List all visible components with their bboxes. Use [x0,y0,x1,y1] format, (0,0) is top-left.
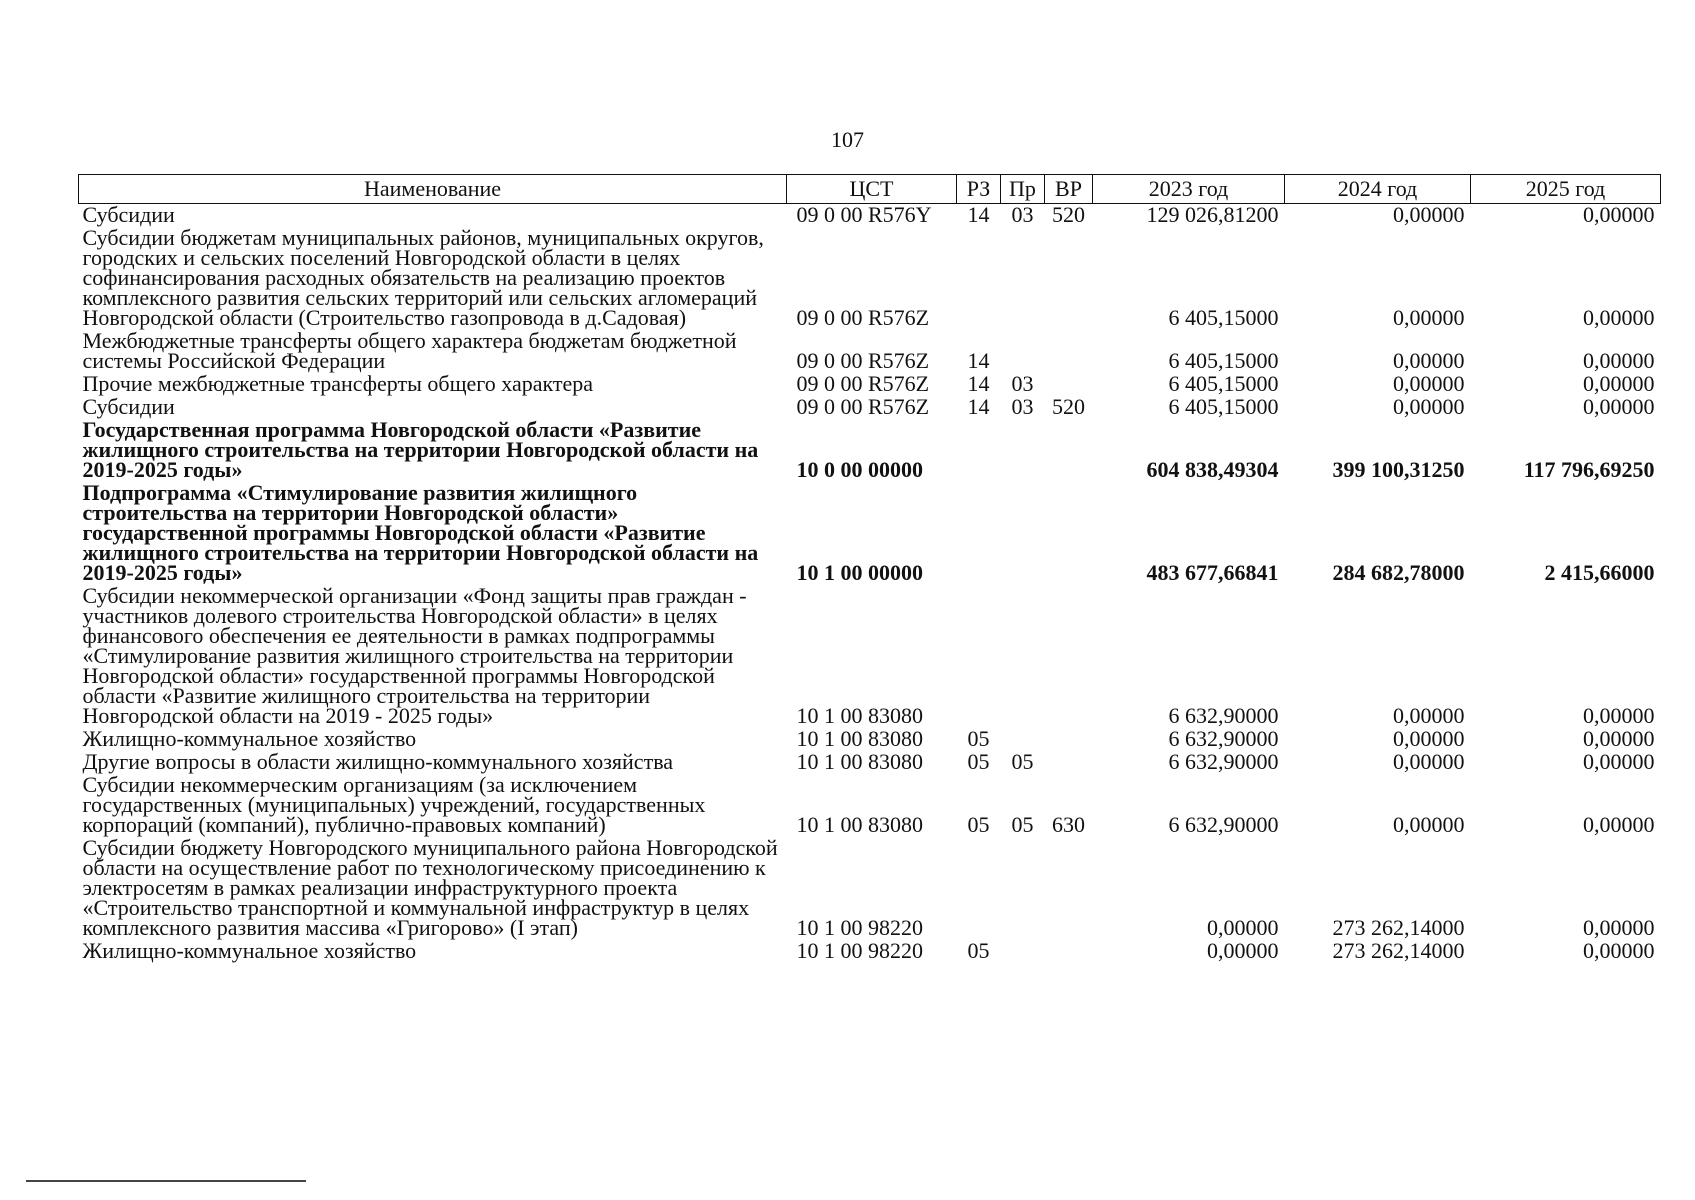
table-row [79,373,1661,396]
row-rz: 05 [967,938,990,963]
row-rz [957,585,1001,728]
row-name: Другие вопросы в области жилищно-коммунального хозяйства [82,749,674,774]
header-2024: 2024 год [1285,175,1471,204]
table-row [79,585,1661,728]
row-2025: 0,00000 [1583,812,1655,837]
row-rz: 05 [967,812,990,837]
header-2025: 2025 год [1471,175,1661,204]
row-name: Прочие межбюджетные трансферты общего характера [82,371,594,396]
row-2023: 0,00000 [1207,915,1279,940]
table-header-row [79,175,1661,204]
row-2023: 6 405,15000 [1168,305,1279,330]
row-2023: 6 405,15000 [1168,394,1279,419]
row-rz: 14 [967,348,990,373]
row-2025: 0,00000 [1583,394,1655,419]
row-vr [1045,330,1093,373]
footer-rule [26,1180,306,1182]
row-vr [1045,940,1093,963]
row-2023: 129 026,81200 [1146,202,1279,227]
row-vr [1045,728,1093,751]
table-row [79,330,1661,373]
row-2024: 0,00000 [1393,726,1465,751]
row-2024: 273 262,14000 [1332,938,1465,963]
header-cst: ЦСТ [787,175,957,204]
budget-table [78,174,1661,963]
row-rz [957,482,1001,585]
row-vr [1045,751,1093,774]
row-2024: 0,00000 [1393,394,1465,419]
row-2023: 6 632,90000 [1168,726,1279,751]
row-vr [1045,482,1093,585]
row-2023: 6 632,90000 [1168,812,1279,837]
row-2025: 0,00000 [1583,202,1655,227]
row-name: Субсидии бюджету Новгородского муниципального района Новгородской области на осуществление работ по технологическому присоединению к электросетям в рамках реализации инфраструктурного проекта «Строительство транспортной и коммунальной инфраструктур в целях комплексного развития массива «Григорово» (I этап) [82,835,778,940]
row-name: Субсидии [82,394,175,419]
row-2024: 0,00000 [1393,371,1465,396]
table-row [79,751,1661,774]
row-cst: 10 1 00 98220 [796,938,923,963]
row-vr [1045,585,1093,728]
row-2023: 604 838,49304 [1146,457,1279,482]
row-name: Субсидии бюджетам муниципальных районов, муниципальных округов, городских и сельских поселений Новгородской области в целях софинансирования расходных обязательств на реализацию проектов комплексного развития сельских территорий или сельских агломераций Новгородской области (Строительство газопровода в д.Садовая) [82,225,764,330]
row-2025: 0,00000 [1583,305,1655,330]
row-rz [957,227,1001,330]
row-vr: 630 [1052,812,1085,837]
row-rz: 05 [967,749,990,774]
row-rz: 14 [967,394,990,419]
row-2024: 0,00000 [1393,812,1465,837]
row-2025: 117 796,69250 [1523,457,1655,482]
table-row [79,482,1661,585]
row-pr: 03 [1011,394,1034,419]
row-name: Субсидии [82,202,175,227]
row-cst: 09 0 00 R576Z [796,371,930,396]
header-2023: 2023 год [1093,175,1285,204]
table-row [79,774,1661,837]
row-pr [1001,728,1045,751]
row-2024: 0,00000 [1393,202,1465,227]
row-2024: 0,00000 [1393,305,1465,330]
table-row [79,940,1661,963]
row-2025: 0,00000 [1583,726,1655,751]
row-vr [1045,373,1093,396]
row-2023: 6 632,90000 [1168,749,1279,774]
row-2024: 0,00000 [1393,749,1465,774]
row-cst: 09 0 00 R576Z [796,305,930,330]
row-name: Межбюджетные трансферты общего характера бюджетам бюджетной системы Российской Федерации [82,328,737,373]
row-name: Субсидии некоммерческим организациям (за исключением государственных (муниципальных) учреждений, государственных корпораций (компаний), публично-правовых компаний) [82,772,706,837]
row-cst: 10 1 00 83080 [796,812,923,837]
row-2024: 273 262,14000 [1332,915,1465,940]
row-vr [1045,837,1093,940]
row-pr: 05 [1011,749,1034,774]
row-2023: 6 405,15000 [1168,348,1279,373]
row-pr [1001,482,1045,585]
row-rz [957,837,1001,940]
header-rz: РЗ [957,175,1001,204]
row-rz: 14 [967,371,990,396]
row-2023: 6 632,90000 [1168,703,1279,728]
row-rz [957,419,1001,482]
table-row [79,227,1661,330]
row-2023: 483 677,66841 [1146,560,1279,585]
row-pr: 03 [1011,371,1034,396]
row-pr [1001,227,1045,330]
row-2025: 0,00000 [1583,915,1655,940]
row-pr [1001,585,1045,728]
row-vr: 520 [1052,202,1085,227]
row-2025: 0,00000 [1583,371,1655,396]
row-2025: 0,00000 [1583,703,1655,728]
row-cst: 09 0 00 R576Y [796,202,932,227]
row-pr: 03 [1011,202,1034,227]
row-cst: 10 0 00 00000 [796,457,923,482]
row-vr [1045,227,1093,330]
row-cst: 09 0 00 R576Z [796,348,930,373]
row-cst: 09 0 00 R576Z [796,394,930,419]
row-vr: 520 [1052,394,1085,419]
row-name: Субсидии некоммерческой организации «Фонд защиты прав граждан - участников долевого строительства Новгородской области» в целях финансового обеспечения ее деятельности в рамках подпрограммы «Стимулирование развития жилищного строительства на территории Новгородской области» государственной программы Новгородской области «Развитие жилищного строительства на территории Новгородской области на 2019 - 2025 годы» [82,583,747,728]
header-vr: ВР [1045,175,1093,204]
header-pr: Пр [1001,175,1045,204]
row-rz: 14 [967,202,990,227]
row-2025: 2 415,66000 [1544,560,1655,585]
row-name: Государственная программа Новгородской области «Развитие жилищного строительства на территории Новгородской области на 2019-2025 годы» [82,417,759,482]
row-cst: 10 1 00 98220 [796,915,923,940]
table-row [79,396,1661,419]
row-name: Жилищно-коммунальное хозяйство [82,938,417,963]
row-cst: 10 1 00 83080 [796,726,923,751]
row-name: Подпрограмма «Стимулирование развития жилищного строительства на территории Новгородской области» государственной программы Новгородской области «Развитие жилищного строительства на территории Новгородской области на 2019-2025 годы» [82,480,759,585]
row-rz: 05 [967,726,990,751]
page-number: 107 [831,127,864,152]
row-pr [1001,330,1045,373]
table-row [79,419,1661,482]
row-name: Жилищно-коммунальное хозяйство [82,726,417,751]
row-pr: 05 [1011,812,1034,837]
row-2025: 0,00000 [1583,938,1655,963]
row-2023: 6 405,15000 [1168,371,1279,396]
row-cst: 10 1 00 83080 [796,703,923,728]
table-body [79,204,1661,964]
table-row [79,837,1661,940]
row-cst: 10 1 00 00000 [796,560,923,585]
row-2025: 0,00000 [1583,749,1655,774]
row-pr [1001,837,1045,940]
row-2024: 284 682,78000 [1332,560,1465,585]
table-row [79,728,1661,751]
row-cst: 10 1 00 83080 [796,749,923,774]
row-2024: 399 100,31250 [1332,457,1465,482]
row-2023: 0,00000 [1207,938,1279,963]
row-vr [1045,419,1093,482]
row-pr [1001,940,1045,963]
row-2024: 0,00000 [1393,348,1465,373]
row-pr [1001,419,1045,482]
row-2024: 0,00000 [1393,703,1465,728]
row-2025: 0,00000 [1583,348,1655,373]
header-name: Наименование [79,175,787,204]
table-row [79,204,1661,228]
